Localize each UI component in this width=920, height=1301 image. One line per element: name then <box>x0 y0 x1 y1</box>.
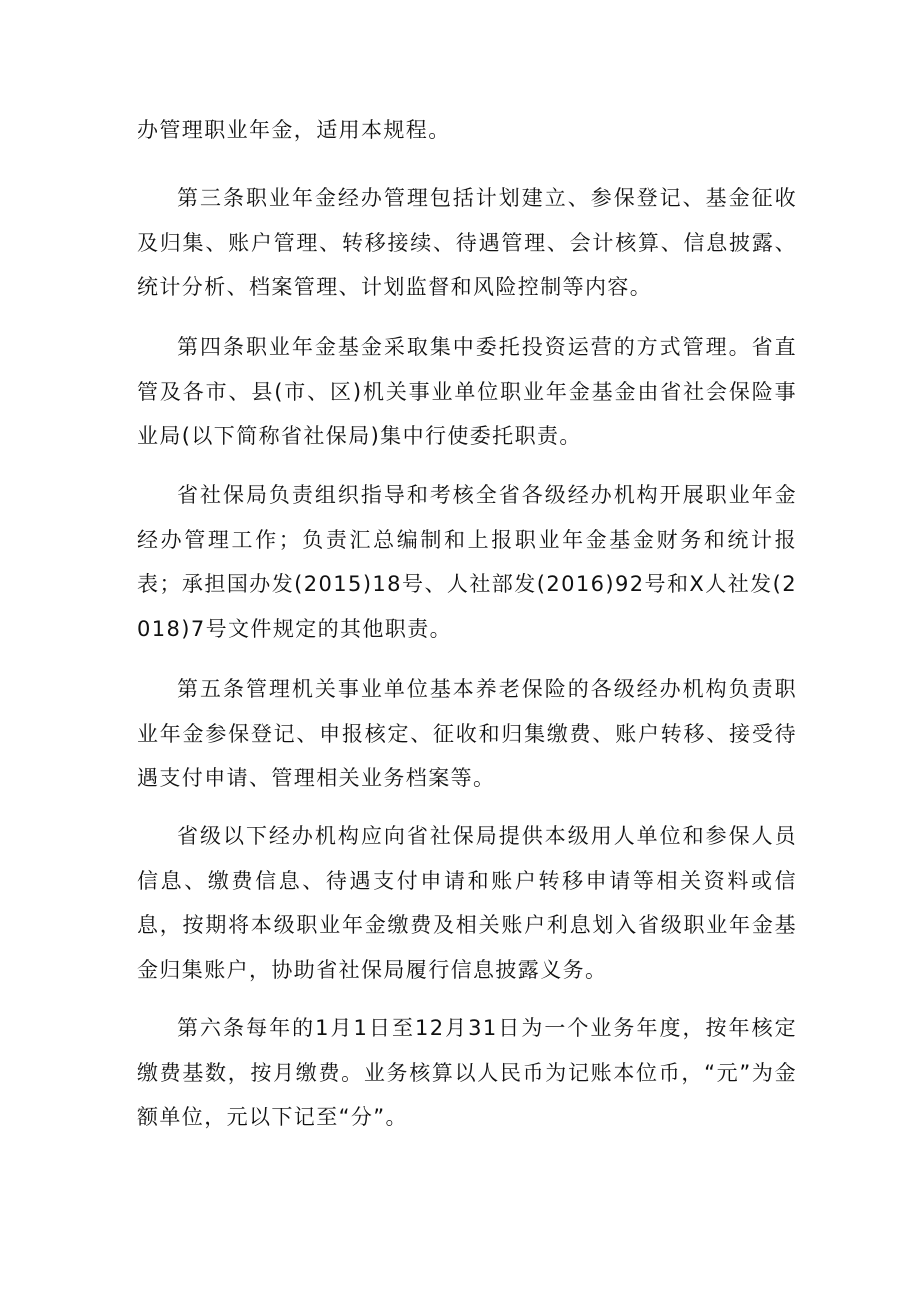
paragraph-lower-level-agencies: 省级以下经办机构应向省社保局提供本级用人单位和参保人员信息、缴费信息、待遇支付申请和账户转移申请等相关资料或信息，按期将本级职业年金缴费及相关账户利息划入省级职业年金基金归集账户，协助省社保局履行信息披露义务。 <box>137 824 797 982</box>
paragraph-article-5: 第五条管理机关事业单位基本养老保险的各级经办机构负责职业年金参保登记、申报核定、征收和归集缴费、账户转移、接受待遇支付申请、管理相关业务档案等。 <box>137 677 797 790</box>
paragraph-article-6: 第六条每年的1月1日至12月31日为一个业务年度，按年核定缴费基数，按月缴费。业务核算以人民币为记账本位币，“元”为金额单位，元以下记至“分”。 <box>137 1016 797 1129</box>
paragraph-continuation: 办管理职业年金，适用本规程。 <box>137 118 451 142</box>
paragraph-provincial-bureau-duties: 省社保局负责组织指导和考核全省各级经办机构开展职业年金经办管理工作；负责汇总编制和上报职业年金基金财务和统计报表；承担国办发(2015)18号、人社部发(2016)92号和X人社发(2018)7号文件规定的其他职责。 <box>137 483 797 641</box>
paragraph-article-3: 第三条职业年金经办管理包括计划建立、参保登记、基金征收及归集、账户管理、转移接续、待遇管理、会计核算、信息披露、统计分析、档案管理、计划监督和风险控制等内容。 <box>137 186 797 299</box>
paragraph-article-4: 第四条职业年金基金采取集中委托投资运营的方式管理。省直管及各市、县(市、区)机关事业单位职业年金基金由省社会保险事业局(以下简称省社保局)集中行使委托职责。 <box>137 335 797 448</box>
